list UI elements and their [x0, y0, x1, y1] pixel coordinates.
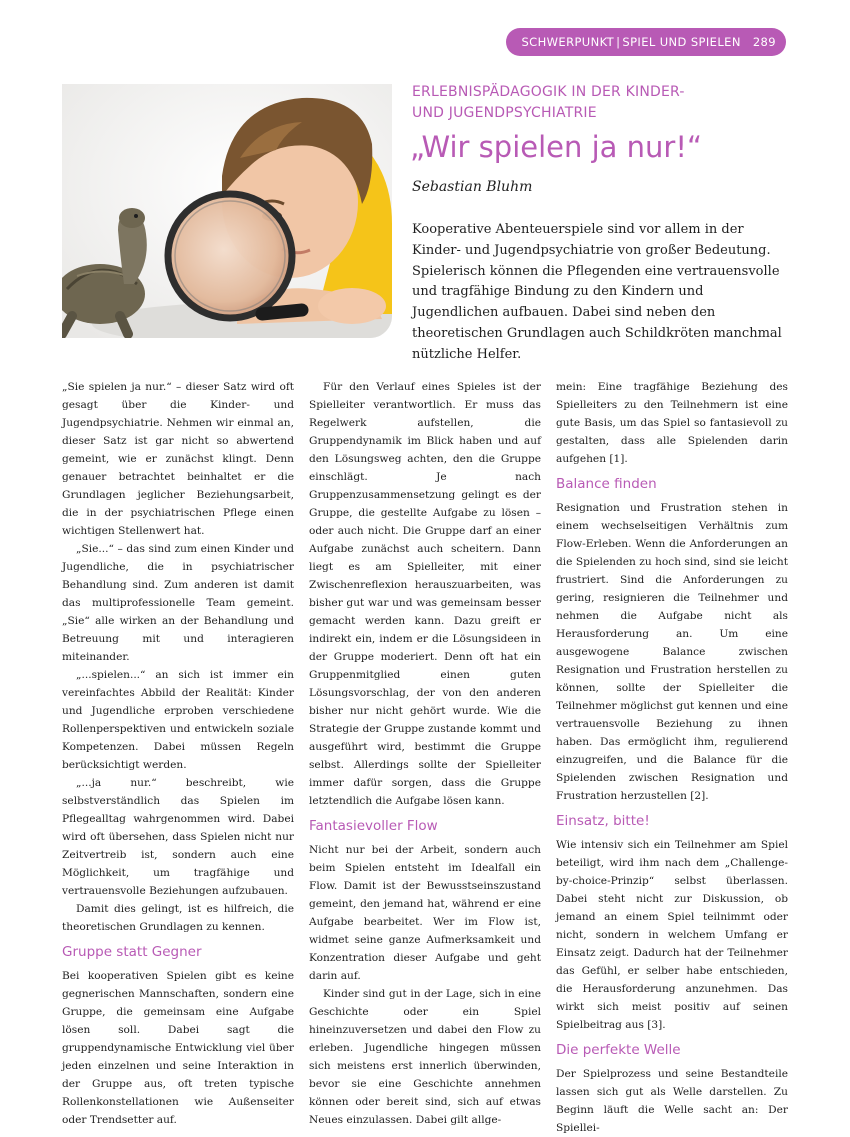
section-heading: Gruppe statt Gegner [62, 944, 202, 960]
child-with-magnifier-illustration [62, 84, 392, 338]
article-lead: Kooperative Abenteuerspiele sind vor allem in der Kinder- und Jugendpsychiatrie von großer Bedeutung. Spielerisch können die Pflegenden eine vertrauensvolle und tragfähige Bindung zu den Kindern und Jugendlichen aufbauen. Dabei sind neben den theoretischen Grundlagen auch Schildkröten manchmal nützliche Helfer. [412, 222, 782, 362]
section-label: SCHWERPUNKT [521, 35, 615, 49]
paragraph: „Sie spielen ja nur.“ – dieser Satz wird oft gesagt über die Kinder- und Jugendpsychiatrie. Nehmen wir einmal an, dieser Satz ist gar nicht so abwertend gemeint, wie er zunächst klingt. Denn genauer betrachtet beinhaltet er die Grundlagen jeglicher Beziehungsarbeit, die in der psychiatrischen Pflege einen wichtigen Stellenwert hat. [62, 381, 294, 537]
kicker-line-2: UND JUGENDPSYCHIATRIE [412, 105, 597, 121]
paragraph: Der Spielprozess und seine Bestandteile lassen sich gut als Welle darstellen. Zu Beginn läuft die Welle sacht an: Der Spiellei- [556, 1068, 788, 1134]
section-separator: | [616, 35, 621, 49]
section-heading: Fantasievoller Flow [309, 818, 438, 834]
paragraph: „...spielen...“ an sich ist immer ein vereinfachtes Abbild der Realität: Kinder und Jugendliche erproben verschiedene Rollenperspektiven und entwickeln soziale Kompetenzen. Dabei müssen Regeln berücksichtigt werden. [62, 669, 294, 771]
page-number: 289 [752, 35, 776, 49]
paragraph: Nicht nur bei der Arbeit, sondern auch beim Spielen entsteht im Idealfall ein Flow. Damit ist der Bewusstseinszustand gemeint, den jemand hat, während er eine Aufgabe bearbeitet. Wer im Flow ist, widmet seine ganze Aufmerksamkeit und Konzentration dieser Aufgabe und geht darin auf. [309, 844, 541, 982]
article-photo [62, 84, 392, 338]
paragraph: Für den Verlauf eines Spieles ist der Spielleiter verantwortlich. Er muss das Regelwerk aufstellen, die Gruppendynamik im Blick haben und auf den Lösungsweg achten, den die Gruppe einschlägt. Je nach Gruppenzusammensetzung gelingt es der Gruppe, die gestellte Aufgabe zu lösen – oder auch nicht. Die Gruppe darf an einer Aufgabe zunächst auch scheitern. Dann liegt es am Spielleiter, mit einer Zwischenreflexion herauszuarbeiten, was bisher gut war und was gemeinsam besser gemacht werden kann. Dazu greift er indirekt ein, indem er die Lösungsideen in der Gruppe moderiert. Denn oft hat ein Gruppenmitglied einen guten Lösungsvorschlag, der von den anderen bisher nur nicht gehört wurde. Wie die Strategie der Gruppe zustande kommt und ausgeführt wird, bestimmt die Gruppe selbst. Allerdings sollte der Spielleiter immer dafür sorgen, dass die Gruppe letztendlich die Aufgabe lösen kann. [309, 381, 541, 807]
kicker-line-1: ERLEBNISPÄDAGOGIK IN DER KINDER- [412, 84, 685, 100]
paragraph: Bei kooperativen Spielen gibt es keine gegnerischen Mannschaften, sondern eine Gruppe, die gemeinsam eine Aufgabe lösen soll. Dabei sagt die gruppendynamische Entwicklung viel über jeden einzelnen und seine Interaktion in der Gruppe aus, oft treten typische Rollenkonstellationen wie Außenseiter oder Trendsetter auf. [62, 970, 294, 1126]
paragraph: „...ja nur.“ beschreibt, wie selbstverständlich das Spielen im Pflegealltag wahrgenommen wird. Dabei wird oft übersehen, dass Spielen nicht nur Zeitvertreib ist, sondern auch eine Möglichkeit, um tragfähige und vertrauensvolle Beziehungen aufzubauen. [62, 777, 294, 897]
article-author: Sebastian Bluhm [412, 179, 533, 195]
body-column-1 [62, 378, 294, 1129]
section-heading: Balance finden [556, 476, 657, 492]
paragraph: mein: Eine tragfähige Beziehung des Spielleiters zu den Teilnehmern ist eine gute Basis, um das Spiel so fantasievoll zu gestalten, dass alle Spielenden darin aufgehen [1]. [556, 381, 788, 465]
article-kicker [412, 82, 792, 124]
paragraph: Resignation und Frustration stehen in einem wechselseitigen Verhältnis zum Flow-Erleben. Wenn die Anforderungen an die Spielenden zu hoch sind, sind sie leicht frustriert. Sind die Anforderungen zu gering, resignieren die Teilnehmer und nehmen die Aufgabe nicht als Herausforderung an. Um eine ausgewogene Balance zwischen Resignation und Frustration herstellen zu können, sollte der Spielleiter die Teilnehmer möglichst gut kennen und eine vertrauensvolle Beziehung zu ihnen haben. Das ermöglicht ihm, regulierend einzugreifen, und die Balance für die Spielenden zwischen Resignation und Frustration herzustellen [2]. [556, 502, 788, 802]
topic-label: SPIEL UND SPIELEN [622, 35, 741, 49]
section-heading: Die perfekte Welle [556, 1042, 681, 1058]
paragraph: „Sie...“ – das sind zum einen Kinder und Jugendliche, die in psychiatrischer Behandlung sind. Zum anderen ist damit das multiprofessionelle Team gemeint. „Sie“ alle wirken an der Behandlung und Betreuung mit und interagieren miteinander. [62, 543, 294, 663]
body-column-2 [309, 378, 541, 1129]
paragraph: Kinder sind gut in der Lage, sich in eine Geschichte oder ein Spiel hineinzuversetzen und dabei den Flow zu erleben. Jugendliche hingegen müssen sich meistens erst innerlich überwinden, bevor sie eine Geschichte annehmen können oder bereit sind, sich auf etwas Neues einzulassen. Dabei gilt allge- [309, 988, 541, 1126]
section-header [506, 28, 786, 56]
section-heading: Einsatz, bitte! [556, 813, 650, 829]
paragraph: Wie intensiv sich ein Teilnehmer am Spiel beteiligt, wird ihm nach dem „Challenge-by-choice-Prinzip“ selbst überlassen. Dabei steht nicht zur Diskussion, ob jemand an einem Spiel teilnimmt oder nicht, sondern in welchem Umfang er Einsatz zeigt. Dadurch hat der Teilnehmer das Gefühl, er selber habe entschieden, die Herausforderung anzunehmen. Das wirkt sich meist positiv auf seinen Spielbeitrag aus [3]. [556, 839, 788, 1031]
article-title: „Wir spielen ja nur!“ [410, 130, 702, 164]
body-column-3 [556, 378, 788, 1137]
paragraph: Damit dies gelingt, ist es hilfreich, die theoretischen Grundlagen zu kennen. [62, 903, 294, 933]
